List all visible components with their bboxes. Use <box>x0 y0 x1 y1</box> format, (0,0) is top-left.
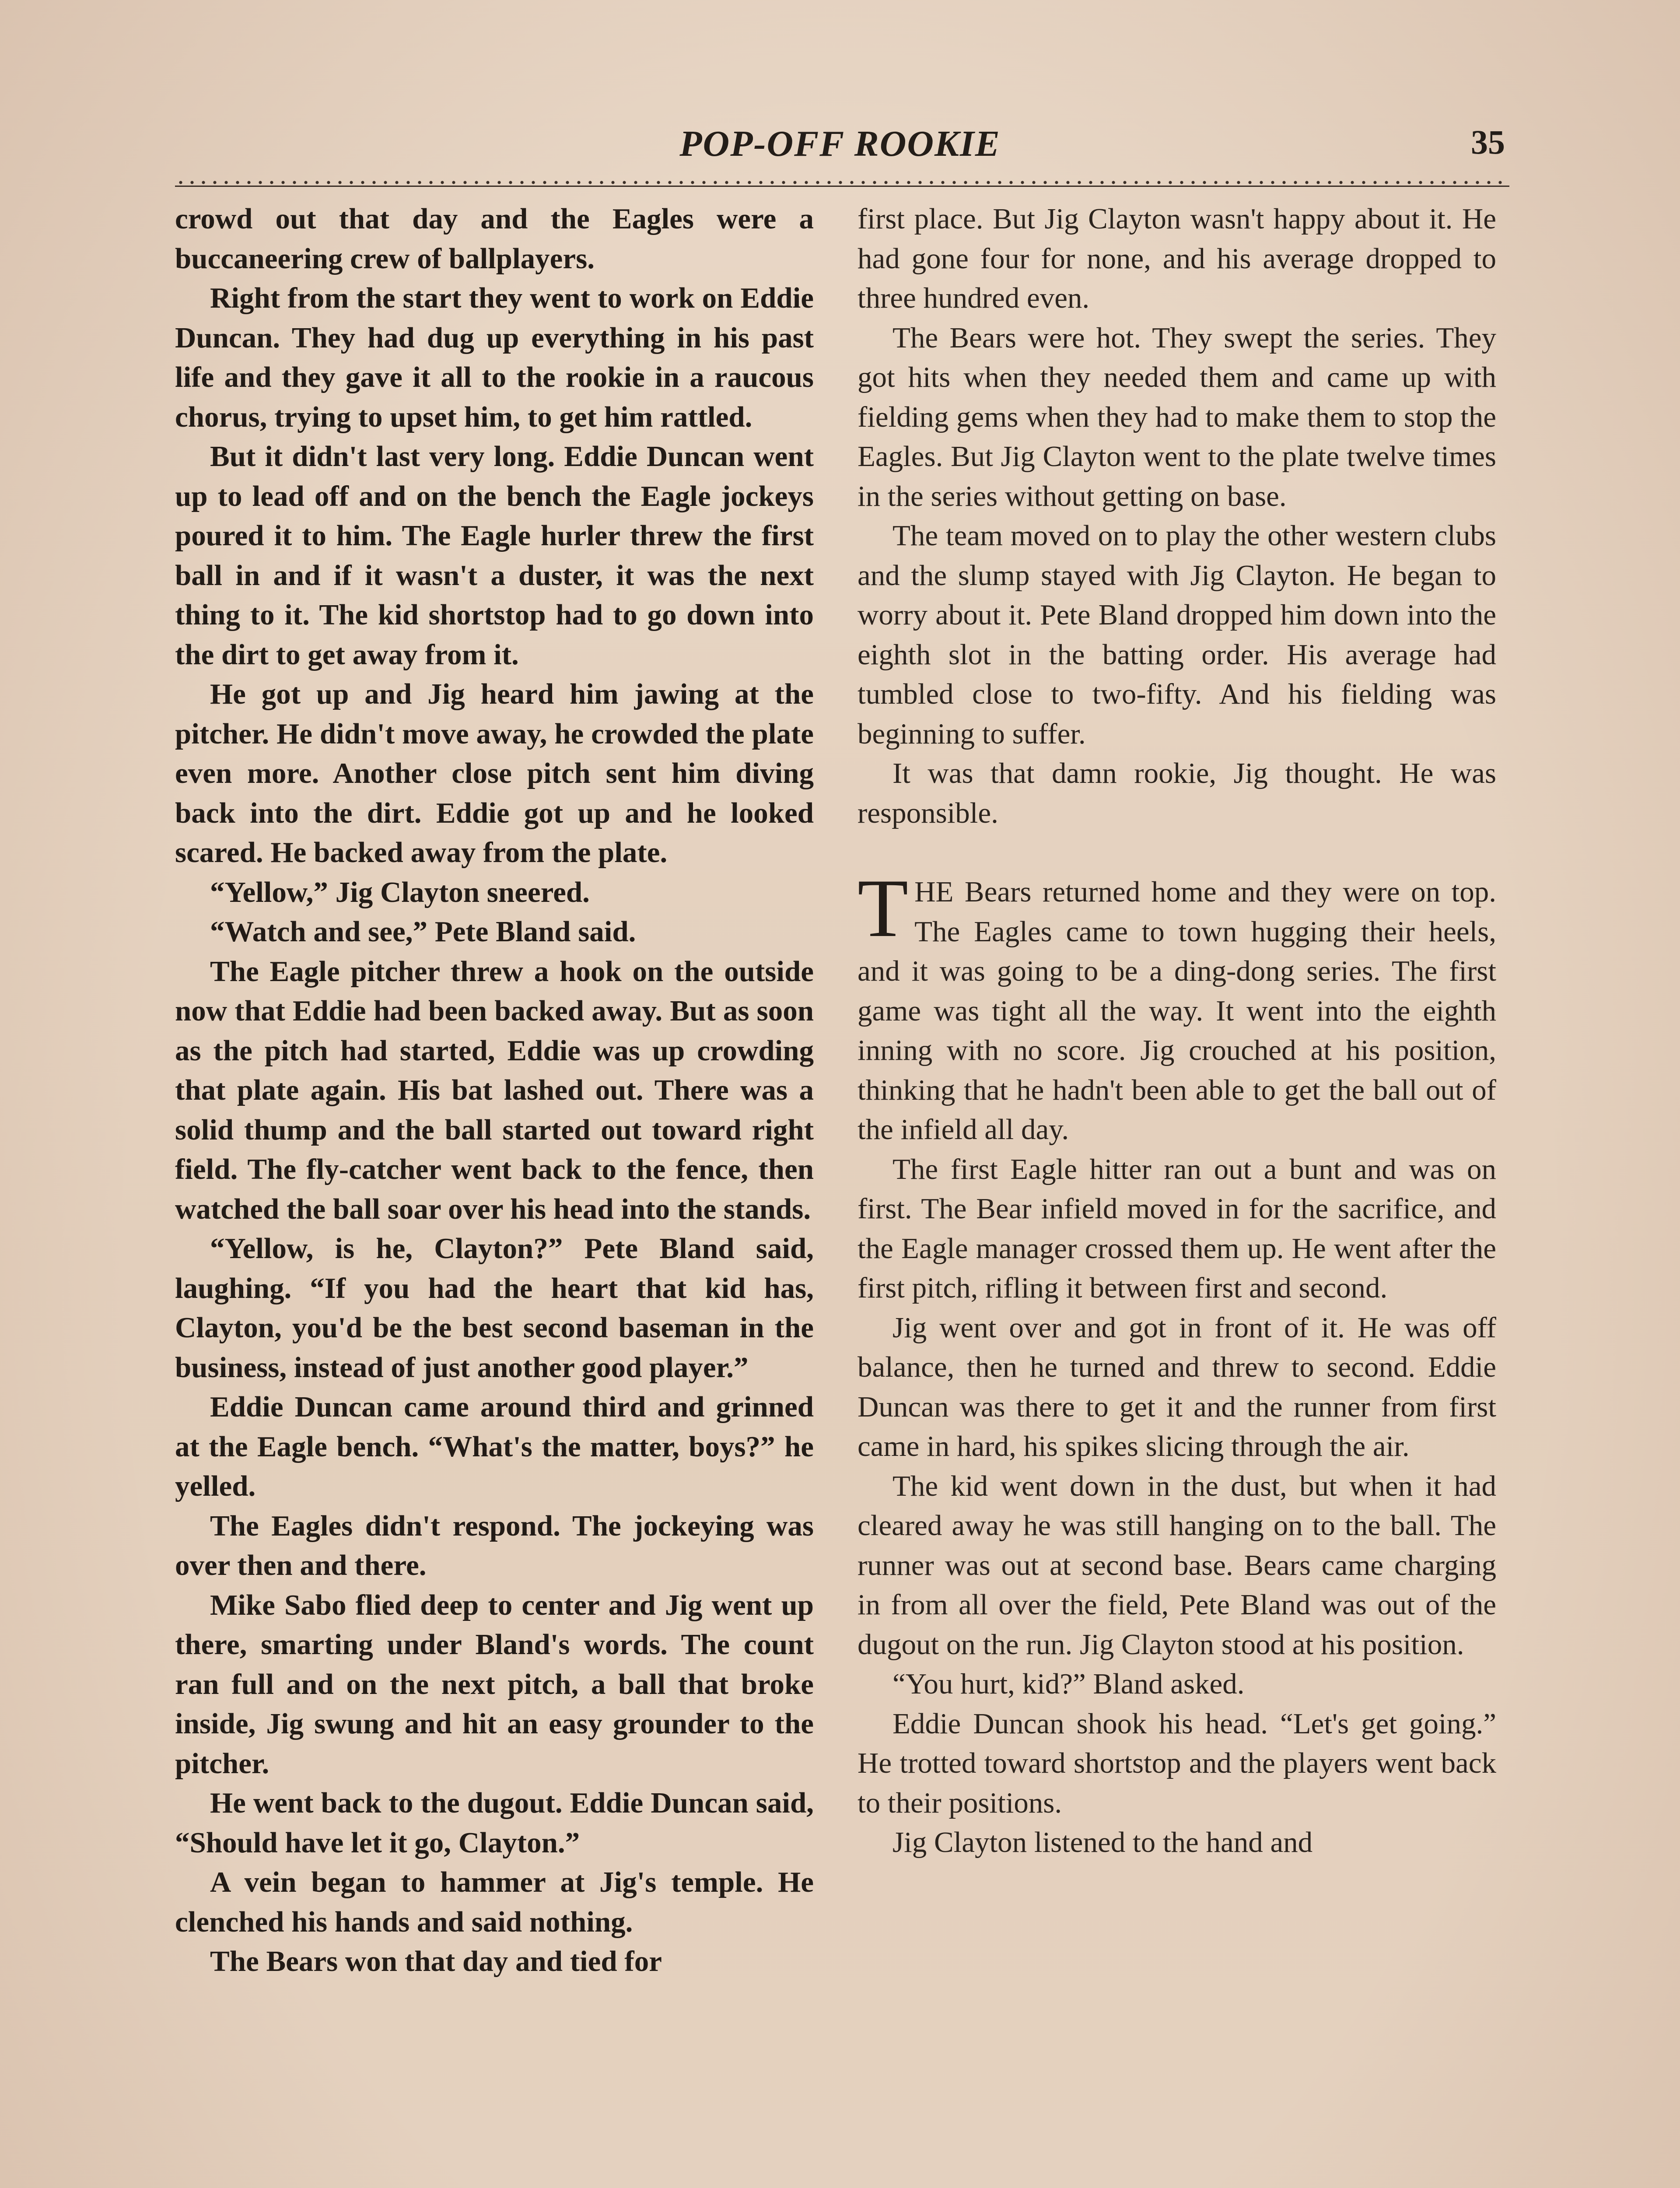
section-opening-paragraph <box>858 863 1496 1150</box>
paragraph: A vein began to hammer at Jig's temple. He clenched his hands and said nothing. <box>175 1866 814 1938</box>
paragraph: Jig Clayton listened to the hand and <box>892 1826 1313 1858</box>
paragraph: Jig went over and got in front of it. He was off balance, then he turned and threw to second. Eddie Duncan was there to get it and the runner from first came in hard, his spikes slicing through the air. <box>858 1311 1496 1462</box>
paragraph: Mike Sabo flied deep to center and Jig went up there, smarting under Bland's words. The count ran full and on the next pitch, a ball that broke inside, Jig swung and hit an easy grounder to the pitcher. <box>175 1588 814 1780</box>
paragraph: The Eagle pitcher threw a hook on the outside now that Eddie had been backed away. But as soon as the pitch had started, Eddie was up crowding that plate again. His bat lashed out. There was a solid thump and the ball started out toward right field. The fly-catcher went back to the fence, then watched the ball soar over his head into the stands. <box>175 955 814 1225</box>
drop-cap: T <box>858 863 909 954</box>
paragraph: But it didn't last very long. Eddie Duncan went up to lead off and on the bench the Eagle jockeys poured it to him. The Eagle hurler threw the first ball in and if it wasn't a duster, it was the next thing to it. The kid shortstop had to go down into the dirt to get away from it. <box>175 440 814 671</box>
right-column <box>858 199 1496 1862</box>
running-title: POP-OFF ROOKIE <box>679 123 1001 164</box>
paragraph: The kid went down in the dust, but when it had cleared away he was still hanging on to the ball. The runner was out at second base. Bears came charging in from all over the field, Pete Bland was out of the dugout on the run. Jig Clayton stood at his position. <box>858 1469 1496 1661</box>
paragraph: The Bears were hot. They swept the series. They got hits when they needed them and came up with fielding gems when they had to make them to stop the Eagles. But Jig Clayton went to the plate twelve times in the series without getting on base. <box>858 321 1496 512</box>
paragraph: The team moved on to play the other western clubs and the slump stayed with Jig Clayton. He began to worry about it. Pete Bland dropped him down into the eighth slot in the batting order. His average had tumbled close to two-fifty. And his fielding was beginning to suffer. <box>858 519 1496 750</box>
paragraph: crowd out that day and the Eagles were a buccaneering crew of ballplayers. <box>175 203 814 275</box>
paragraph: Right from the start they went to work on Eddie Duncan. They had dug up everything in his past life and they gave it all to the rookie in a raucous chorus, trying to upset him, to get him rattled. <box>175 282 814 433</box>
running-header <box>175 123 1505 175</box>
paragraph: The Bears won that day and tied for <box>210 1945 662 1978</box>
paragraph: “You hurt, kid?” Bland asked. <box>892 1668 1245 1700</box>
paragraph: Eddie Duncan shook his head. “Let's get going.” He trotted toward shortstop and the players went back to their positions. <box>858 1707 1496 1819</box>
paragraph: “Yellow, is he, Clayton?” Pete Bland said, laughing. “If you had the heart that kid has, Clayton, you'd be the best second baseman in the business, instead of just another good player.” <box>175 1232 814 1384</box>
paragraph: first place. But Jig Clayton wasn't happy about it. He had gone four for none, and his average dropped to three hundred even. <box>858 203 1496 314</box>
paragraph: Eddie Duncan came around third and grinned at the Eagle bench. “What's the matter, boys?” he yelled. <box>175 1391 814 1502</box>
paragraph: The Eagles didn't respond. The jockeying was over then and there. <box>175 1509 814 1581</box>
page-number: 35 <box>1471 123 1505 161</box>
paragraph: He got up and Jig heard him jawing at the pitcher. He didn't move away, he crowded the plate even more. Another close pitch sent him diving back into the dirt. Eddie got up and he looked scared. He backed away from the plate. <box>175 678 814 869</box>
left-column <box>175 199 814 1981</box>
paragraph: “Yellow,” Jig Clayton sneered. <box>210 876 590 908</box>
paragraph: The first Eagle hitter ran out a bunt and was on first. The Bear infield moved in for the sacrifice, and the Eagle manager crossed them up. He went after the first pitch, rifling it between first and second. <box>858 1153 1496 1304</box>
paragraph: He went back to the dugout. Eddie Duncan said, “Should have let it go, Clayton.” <box>175 1787 814 1859</box>
paragraph: It was that damn rookie, Jig thought. He was responsible. <box>858 757 1496 829</box>
header-divider <box>175 179 1509 187</box>
section-opening-text: HE Bears returned home and they were on top. The Eagles came to town hugging their heels, and it was going to be a ding-dong series. The first game was tight all the way. It went into the eighth inning with no score. Jig crouched at his position, thinking that he hadn't been able to get the ball out of the infield all day. <box>858 876 1496 1146</box>
paragraph: “Watch and see,” Pete Bland said. <box>210 915 636 948</box>
